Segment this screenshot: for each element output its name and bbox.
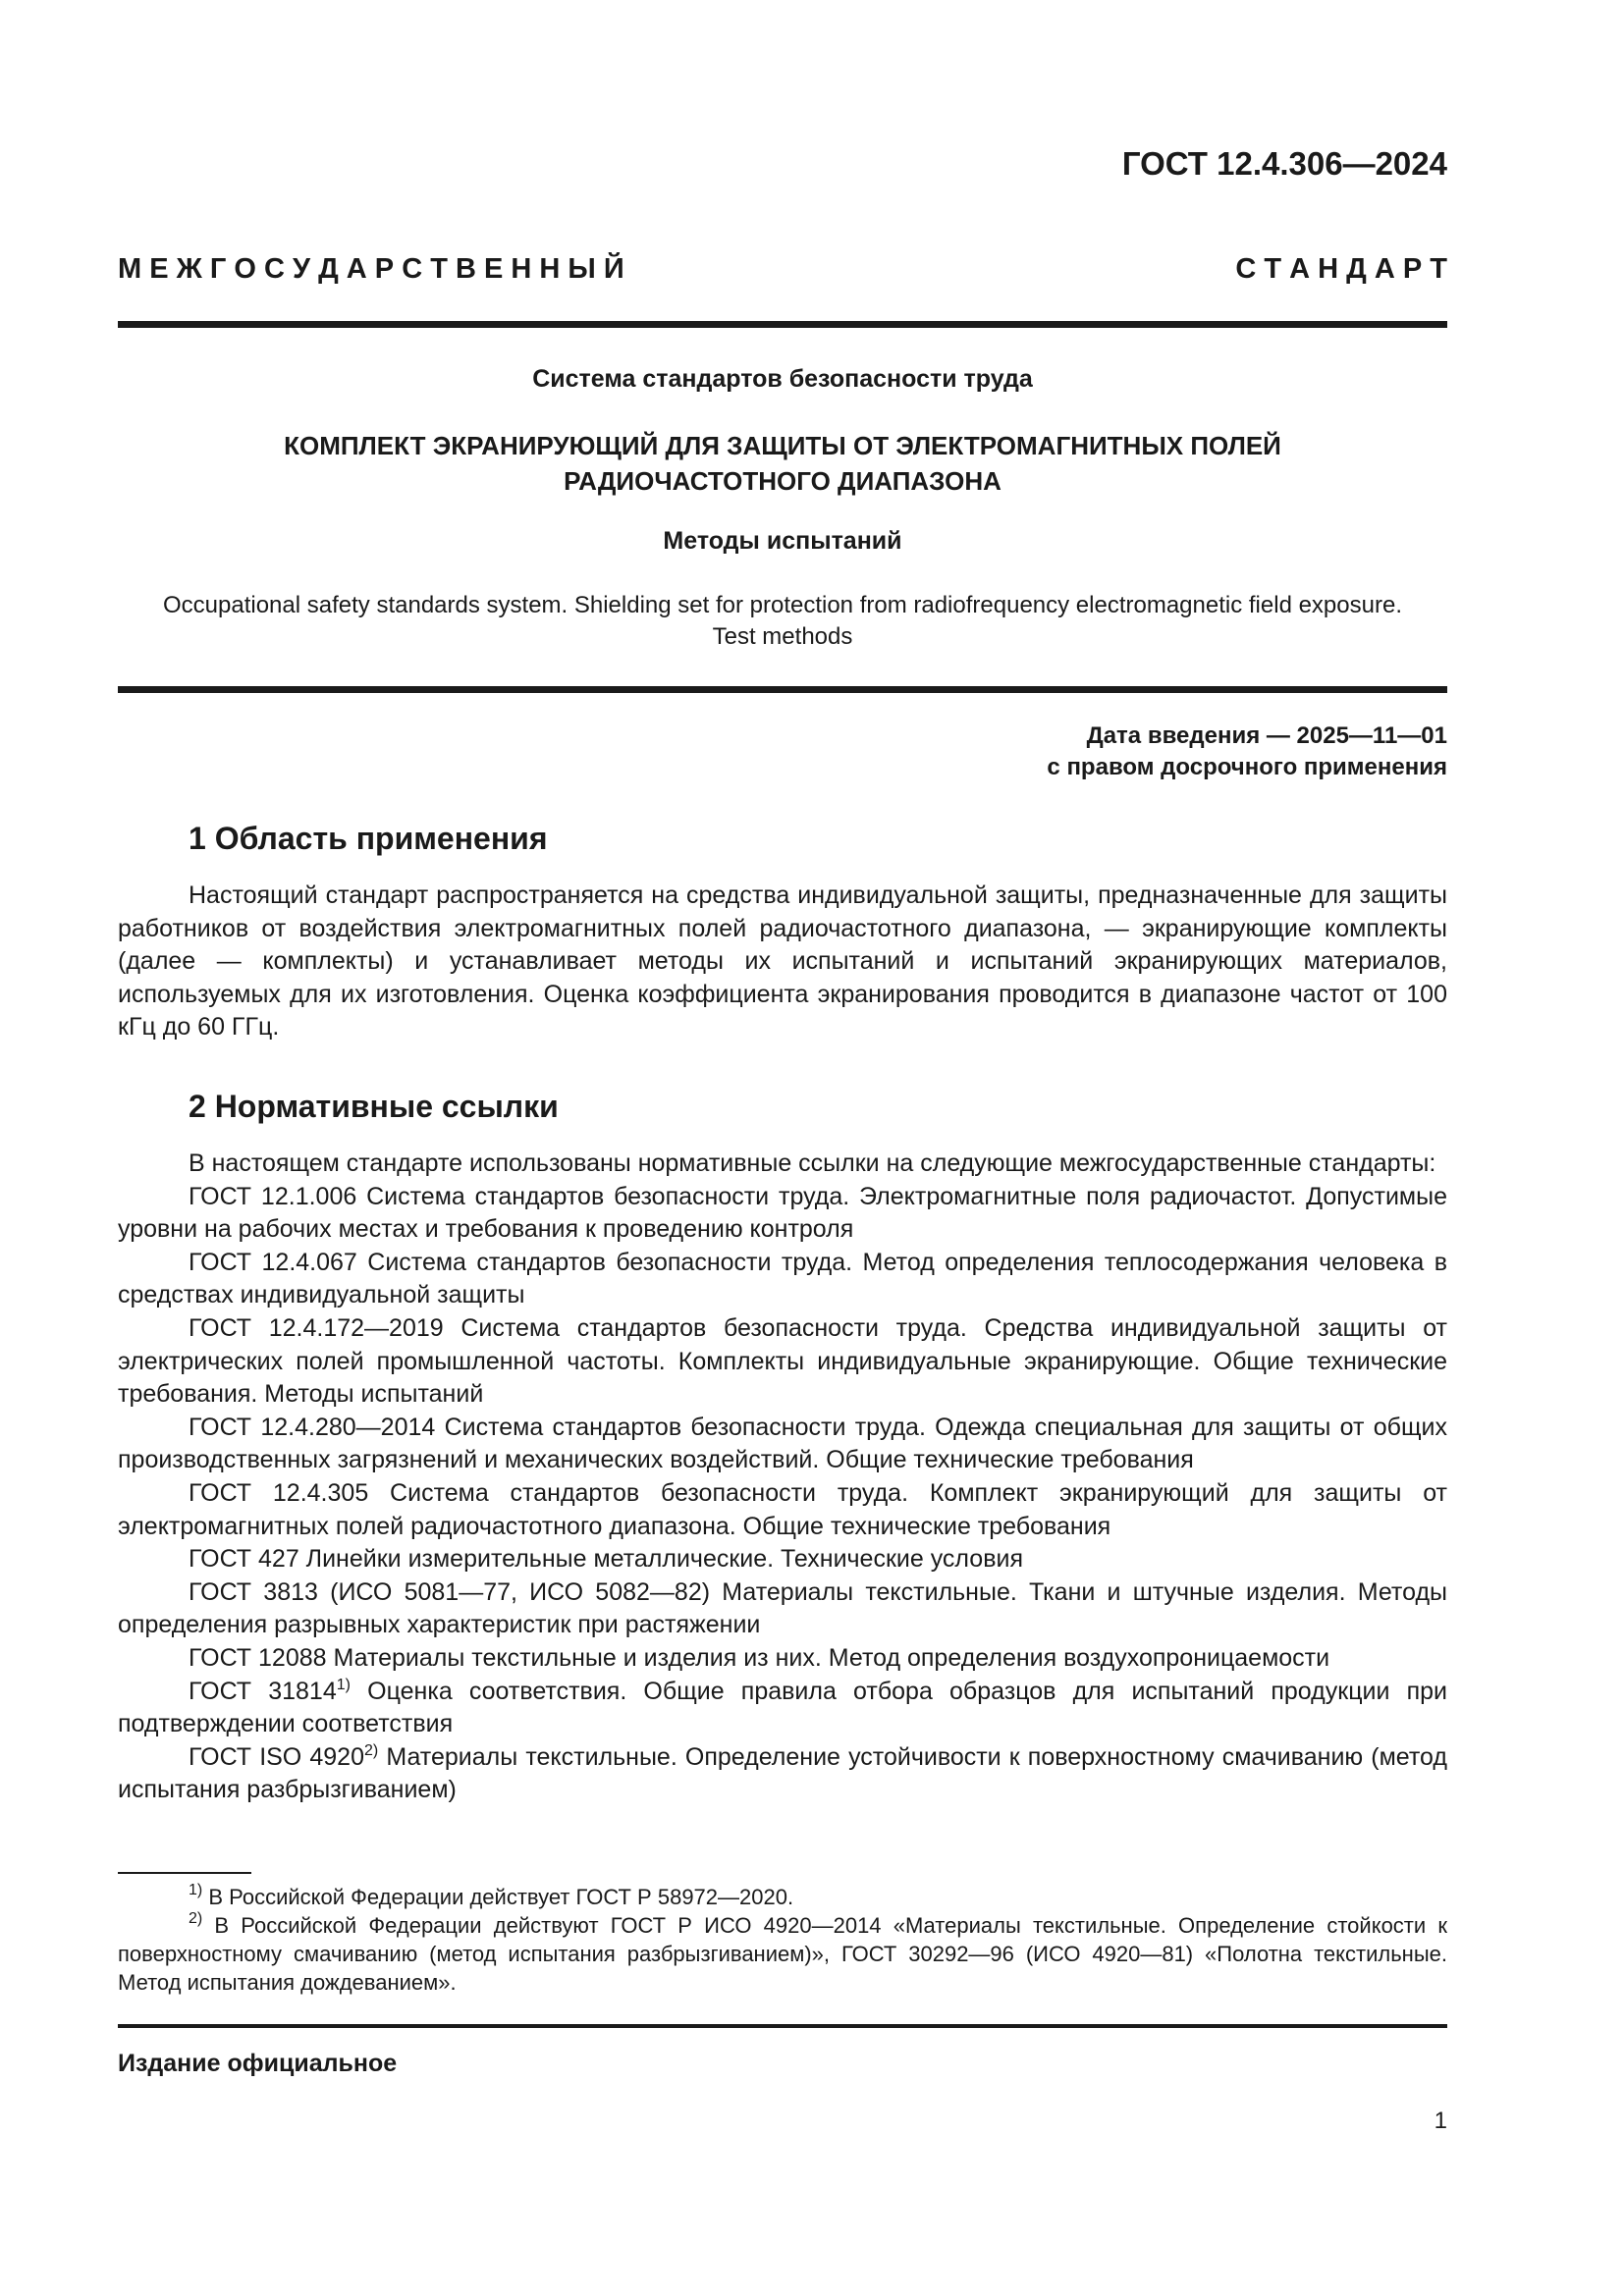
footnote-1-mark: 1)	[189, 1882, 203, 1898]
section-2-heading: 2 Нормативные ссылки	[189, 1089, 559, 1124]
footnote-2-mark: 2)	[189, 1910, 203, 1927]
top-divider	[118, 321, 1447, 328]
reference-item: ГОСТ 12.4.305 Система стандартов безопасности труда. Комплект экранирующий для защиты от электромагнитных полей радиочастотного диапазона. Общие технические требования	[118, 1478, 1447, 1540]
document-number: ГОСТ 12.4.306—2024	[1121, 145, 1447, 182]
standard-kind-word-2: С Т А Н Д А Р Т	[1235, 253, 1447, 285]
reference-code: ГОСТ 31814	[189, 1677, 337, 1705]
footer-divider	[118, 2024, 1447, 2028]
standard-kind-header	[118, 253, 1447, 286]
reference-item: ГОСТ 3813 (ИСО 5081—77, ИСО 5082—82) Материалы текстильные. Ткани и штучные изделия. Методы определения разрывных характеристик при растяжении	[118, 1577, 1447, 1639]
footnote-1-text: В Российской Федерации действует ГОСТ Р 58972—2020.	[202, 1885, 794, 1909]
section-1-heading: 1 Область применения	[189, 821, 548, 856]
introduction-date-line: Дата введения — 2025—11—01	[1086, 722, 1447, 749]
english-title-line-2: Test methods	[712, 623, 853, 650]
series-title: Система стандартов безопасности труда	[532, 365, 1033, 393]
page-number: 1	[1434, 2108, 1447, 2134]
reference-item: ГОСТ 12.4.172—2019 Система стандартов безопасности труда. Средства индивидуальной защиты от электрических полей промышленной частоты. Комплекты индивидуальные экранирующие. Общие технические требования. Методы испытаний	[118, 1313, 1447, 1409]
title-divider	[118, 686, 1447, 693]
reference-code: ГОСТ ISO 4920	[189, 1742, 364, 1771]
section-1-text: Настоящий стандарт распространяется на средства индивидуальной защиты, предназначенные для защиты работников от воздействия электромагнитных полей радиочастотного диапазона, — экранирующие комплекты (далее — комплекты) и устанавливает методы их испытаний и испытаний экранирующих материалов, используемых для их изготовления. Оценка коэффициента экранирования проводится в диапазоне частот от 100 кГц до 60 ГГц.	[118, 881, 1447, 1041]
footnote-mark-2: 2)	[364, 1741, 379, 1759]
reference-item-31814	[118, 1676, 1447, 1741]
document-title	[118, 428, 1447, 499]
footnote-2	[118, 1911, 1447, 1997]
reference-item: ГОСТ 427 Линейки измерительные металлические. Технические условия	[189, 1545, 1023, 1574]
normative-references-list	[118, 1148, 1447, 1807]
footnote-separator	[118, 1872, 251, 1874]
footnote-2-text: В Российской Федерации действуют ГОСТ Р ИСО 4920—2014 «Материалы текстильные. Определение стойкости к поверхностному смачиванию (метод испытания разбрызгиванием)», ГОСТ 30292—96 (ИСО 4920—81) «Полотна текстильные. Метод испытания дождеванием».	[118, 1913, 1447, 1995]
official-edition-label: Издание официальное	[118, 2050, 398, 2077]
reference-text: Материалы текстильные. Определение устойчивости к поверхностному смачиванию (метод испытания разбрызгиванием)	[118, 1742, 1447, 1804]
reference-item-4920	[118, 1741, 1447, 1807]
standard-kind-word-1: М Е Ж Г О С У Д А Р С Т В Е Н Н Ы Й	[118, 253, 624, 285]
english-title-line-1: Occupational safety standards system. Shielding set for protection from radiofrequency electromagnetic field exposure.	[163, 592, 1402, 618]
introduction-date	[1047, 721, 1447, 783]
english-title	[118, 590, 1447, 653]
reference-item: ГОСТ 12.4.280—2014 Система стандартов безопасности труда. Одежда специальная для защиты от общих производственных загрязнений и механических воздействий. Общие технические требования	[118, 1413, 1447, 1474]
reference-item: ГОСТ 12088 Материалы текстильные и изделия из них. Метод определения воздухопроницаемости	[189, 1643, 1330, 1672]
early-application-line: с правом досрочного применения	[1047, 754, 1447, 780]
footnote-1	[118, 1883, 1447, 1911]
reference-item: ГОСТ 12.4.067 Система стандартов безопасности труда. Метод определения теплосодержания человека в средствах индивидуальной защиты	[118, 1248, 1447, 1309]
reference-text: Оценка соответствия. Общие правила отбора образцов для испытаний продукции при подтверждении соответствия	[118, 1677, 1447, 1738]
reference-item: ГОСТ 12.1.006 Система стандартов безопасности труда. Электромагнитные поля радиочастот. Допустимые уровни на рабочих местах и требования к проведению контроля	[118, 1182, 1447, 1244]
document-title-line-1: КОМПЛЕКТ ЭКРАНИРУЮЩИЙ ДЛЯ ЗАЩИТЫ ОТ ЭЛЕКТРОМАГНИТНЫХ ПОЛЕЙ	[284, 431, 1281, 460]
document-title-line-2: РАДИОЧАСТОТНОГО ДИАПАЗОНА	[564, 466, 1001, 496]
document-subtitle: Методы испытаний	[663, 527, 902, 555]
references-intro: В настоящем стандарте использованы нормативные ссылки на следующие межгосударственные стандарты:	[189, 1149, 1436, 1177]
footnote-mark-1: 1)	[336, 1676, 351, 1693]
footnotes	[118, 1883, 1447, 1997]
